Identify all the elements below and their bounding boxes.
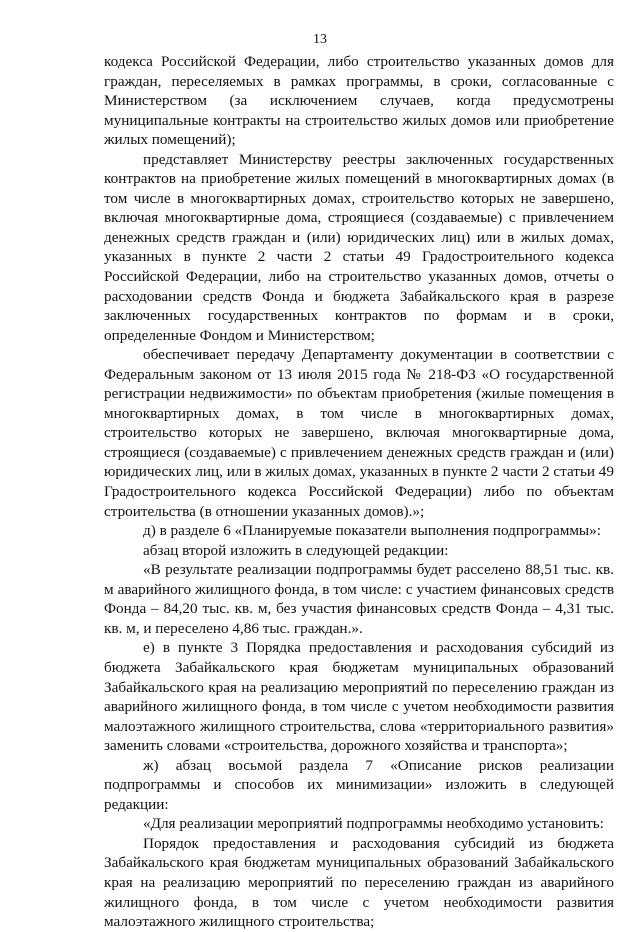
paragraph-second-abzac: абзац второй изложить в следующей редакции: bbox=[143, 541, 449, 559]
page-number: 13 bbox=[313, 32, 327, 47]
paragraph-item-e: е) в пункте 3 Порядка предоставления и расходования субсидий из бюджета Забайкальского края бюджетам муниципальных образований Забайкальского края на реализацию мероприятий по переселению граждан из аварийного жилищного фонда, в том числе с учетом необходимости развития малоэтажного жилищного строительства, слова «территориального развития» заменить словами «строительства, дорожного хозяйства и транспорта»; bbox=[104, 639, 614, 755]
paragraph-continuation: кодекса Российской Федерации, либо строительство указанных домов для граждан, переселяемых в рамках программы, в сроки, согласованные с Министерством (за исключением случаев, когда предусмотрены муниципальные контракты на строительство жилых домов или приобретение жилых помещений); bbox=[104, 53, 614, 149]
paragraph-registers: представляет Министерству реестры заключенных государственных контрактов на приобретение жилых помещений в многоквартирных домах (в том числе в многоквартирных домах, строительство которых не завершено, включая многоквартирные дома, строящиеся (создаваемые) с привлечением денежных средств граждан и (или) юридических лиц) или в жилых домах, указанных в пункте 2 части 2 статьи 49 Градостроительного кодекса Российской Федерации, либо на строительство указанных домов, отчеты о расходовании средств Фонда и бюджета Забайкальского края в разрезе заключенных государственных контрактов по формам и в сроки, определенные Фондом и Министерством; bbox=[104, 150, 614, 344]
paragraph-item-zh: ж) абзац восьмой раздела 7 «Описание рисков реализации подпрограммы и способов их минимизации» изложить в следующей редакции: bbox=[104, 756, 614, 813]
paragraph-resettlement-result: «В результате реализации подпрограммы будет расселено 88,51 тыс. кв. м аварийного жилищного фонда, в том числе: с участием финансовых средств Фонда – 84,20 тыс. кв. м, без участия финансовых средств Фонда – 4,31 тыс. кв. м, и переселено 4,86 тыс. граждан.». bbox=[104, 561, 614, 637]
document-body bbox=[104, 52, 614, 932]
paragraph-item-d: д) в разделе 6 «Планируемые показатели выполнения подпрограммы»: bbox=[143, 522, 601, 540]
paragraph-subsidy-procedure: Порядок предоставления и расходования субсидий из бюджета Забайкальского края бюджетам муниципальных образований Забайкальского края на реализацию мероприятий по переселению граждан из аварийного жилищного фонда, в том числе с учетом необходимости развития малоэтажного жилищного строительства; bbox=[104, 834, 614, 931]
paragraph-documentation-transfer: обеспечивает передачу Департаменту документации в соответствии с Федеральным законом от 13 июля 2015 года № 218-ФЗ «О государственной регистрации недвижимости» по объектам приобретения (жилые помещения в многоквартирных домах, в том числе в многоквартирных домах, строительство которых не завершено, включая многоквартирные дома, строящиеся (создаваемые) с привлечением денежных средств граждан и (или) юридических лиц, или в жилых домах, указанных в пункте 2 части 2 статьи 49 Градостроительного кодекса Российской Федерации) либо по объектам строительства (в отношении указанных домов).»; bbox=[104, 346, 614, 520]
paragraph-measures-intro: «Для реализации мероприятий подпрограммы необходимо установить: bbox=[143, 815, 604, 833]
